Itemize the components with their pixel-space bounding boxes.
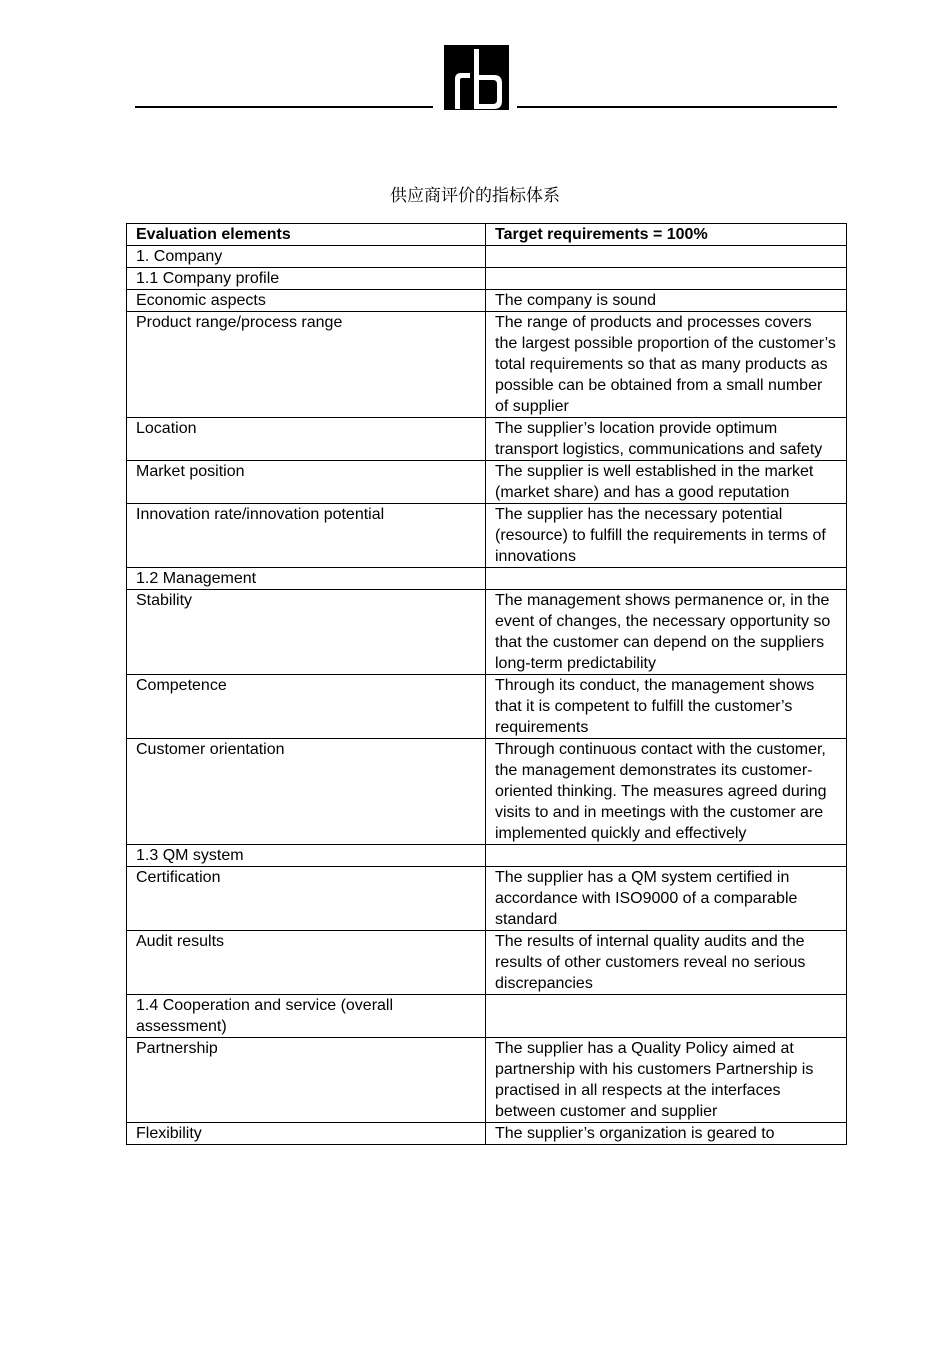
target-cell: The range of products and processes covers the largest possible proportion of the customer’s total requirements so that as many products as possible can be obtained from a small number of supplier xyxy=(486,312,847,418)
target-cell: The supplier has a QM system certified in accordance with ISO9000 of a comparable standard xyxy=(486,867,847,931)
table-row xyxy=(127,461,847,504)
target-cell: The management shows permanence or, in the event of changes, the necessary opportunity so that the customer can depend on the suppliers long-term predictability xyxy=(486,590,847,675)
target-cell: The supplier has a Quality Policy aimed at partnership with his customers Partnership is practised in all respects at the interfaces between customer and supplier xyxy=(486,1038,847,1123)
target-cell: Through its conduct, the management shows that it is competent to fulfill the customer’s requirements xyxy=(486,675,847,739)
target-cell xyxy=(486,568,847,590)
target-cell: The supplier’s location provide optimum transport logistics, communications and safety xyxy=(486,418,847,461)
element-cell: Economic aspects xyxy=(127,290,486,312)
element-cell: Flexibility xyxy=(127,1123,486,1145)
element-cell: 1.1 Company profile xyxy=(127,268,486,290)
table-row xyxy=(127,867,847,931)
table-row xyxy=(127,845,847,867)
table-row xyxy=(127,312,847,418)
target-cell: Through continuous contact with the customer, the management demonstrates its customer-oriented thinking. The measures agreed during visits to and in meetings with the customer are implemented quickly and effectively xyxy=(486,739,847,845)
header-rule-left xyxy=(135,106,433,108)
target-cell: The supplier is well established in the market (market share) and has a good reputation xyxy=(486,461,847,504)
element-cell: Product range/process range xyxy=(127,312,486,418)
table-row xyxy=(127,418,847,461)
target-cell xyxy=(486,246,847,268)
document-title: 供应商评价的指标体系 xyxy=(390,186,560,206)
target-cell: The supplier has the necessary potential (resource) to fulfill the requirements in terms of innovations xyxy=(486,504,847,568)
table-row xyxy=(127,504,847,568)
table-row xyxy=(127,590,847,675)
target-cell xyxy=(486,995,847,1038)
table-row xyxy=(127,675,847,739)
element-cell: Certification xyxy=(127,867,486,931)
target-cell xyxy=(486,845,847,867)
element-cell: Stability xyxy=(127,590,486,675)
target-cell: The results of internal quality audits and the results of other customers reveal no serious discrepancies xyxy=(486,931,847,995)
table-row xyxy=(127,931,847,995)
table-row xyxy=(127,290,847,312)
table-row xyxy=(127,268,847,290)
element-cell: 1.4 Cooperation and service (overall assessment) xyxy=(127,995,486,1038)
target-cell: The company is sound xyxy=(486,290,847,312)
element-cell: 1.3 QM system xyxy=(127,845,486,867)
table-row xyxy=(127,995,847,1038)
element-cell: Innovation rate/innovation potential xyxy=(127,504,486,568)
table-row xyxy=(127,1038,847,1123)
element-cell: Competence xyxy=(127,675,486,739)
table-row xyxy=(127,246,847,268)
company-logo xyxy=(444,45,509,110)
header-rule-right xyxy=(517,106,837,108)
element-cell: Market position xyxy=(127,461,486,504)
element-cell: Audit results xyxy=(127,931,486,995)
header-target-requirements: Target requirements = 100% xyxy=(486,224,847,246)
table-header-row xyxy=(127,224,847,246)
element-cell: 1.2 Management xyxy=(127,568,486,590)
element-cell: Customer orientation xyxy=(127,739,486,845)
target-cell: The supplier’s organization is geared to xyxy=(486,1123,847,1145)
table-row xyxy=(127,1123,847,1145)
target-cell xyxy=(486,268,847,290)
element-cell: 1. Company xyxy=(127,246,486,268)
table-row xyxy=(127,568,847,590)
header-evaluation-elements: Evaluation elements xyxy=(127,224,486,246)
element-cell: Location xyxy=(127,418,486,461)
table-row xyxy=(127,739,847,845)
element-cell: Partnership xyxy=(127,1038,486,1123)
evaluation-table xyxy=(126,223,847,1145)
